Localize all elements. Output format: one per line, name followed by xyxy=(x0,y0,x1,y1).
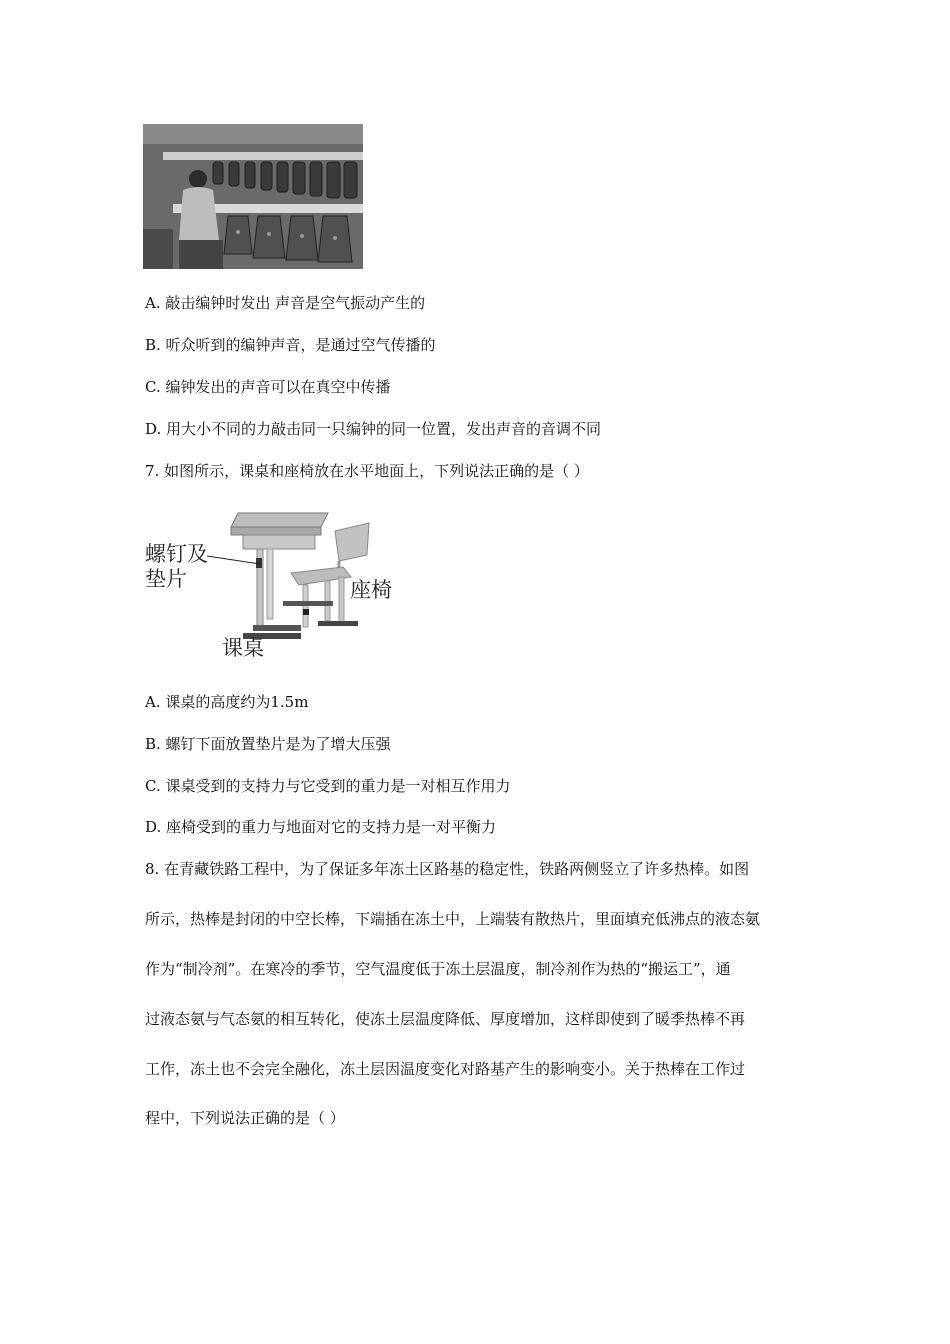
q7-option-b: B. 螺钉下面放置垫片是为了增大压强 xyxy=(145,735,391,753)
q8-line-3: 作为“制冷剂”。在寒冷的季节，空气温度低于冻土层温度，制冷剂作为热的“搬运工”，通 xyxy=(145,960,731,978)
q8-line-6: 程中，下列说法正确的是（ ） xyxy=(145,1109,345,1127)
q8-line-2: 所示，热棒是封闭的中空长棒，下端插在冻土中，上端装有散热片，里面填充低沸点的液态氨 xyxy=(145,910,761,928)
label-chair: 座椅 xyxy=(350,578,392,602)
q7-stem: 7. 如图所示，课桌和座椅放在水平地面上，下列说法正确的是（ ） xyxy=(145,462,589,480)
q6-option-b: B. 听众听到的编钟声音，是通过空气传播的 xyxy=(145,336,436,354)
q6-option-d: D. 用大小不同的力敲击同一只编钟的同一位置，发出声音的音调不同 xyxy=(145,420,602,438)
bianzhong-illustration xyxy=(143,124,363,269)
label-screw-line1: 螺钉及 xyxy=(145,542,208,566)
label-desk: 课桌 xyxy=(222,636,264,660)
q7-option-d: D. 座椅受到的重力与地面对它的支持力是一对平衡力 xyxy=(145,818,497,836)
bianzhong-photo xyxy=(143,124,363,269)
q8-line-1: 8. 在青藏铁路工程中，为了保证多年冻土区路基的稳定性，铁路两侧竖立了许多热棒。如图 xyxy=(145,860,750,878)
q6-option-c: C. 编钟发出的声音可以在真空中传播 xyxy=(145,378,391,396)
q8-line-5: 工作，冻土也不会完全融化，冻土层因温度变化对路基产生的影响变小。关于热棒在工作过 xyxy=(145,1060,746,1078)
screw-pointer-line xyxy=(205,550,265,570)
q8-line-4: 过液态氨与气态氨的相互转化，使冻土层温度降低、厚度增加，这样即使到了暖季热棒不再 xyxy=(145,1010,746,1028)
label-screw-line2: 垫片 xyxy=(145,567,187,591)
q7-option-a: A. 课桌的高度约为1.5m xyxy=(145,693,309,711)
q7-option-c: C. 课桌受到的支持力与它受到的重力是一对相互作用力 xyxy=(145,777,511,795)
q6-option-a: A. 敲击编钟时发出 声音是空气振动产生的 xyxy=(145,294,426,312)
